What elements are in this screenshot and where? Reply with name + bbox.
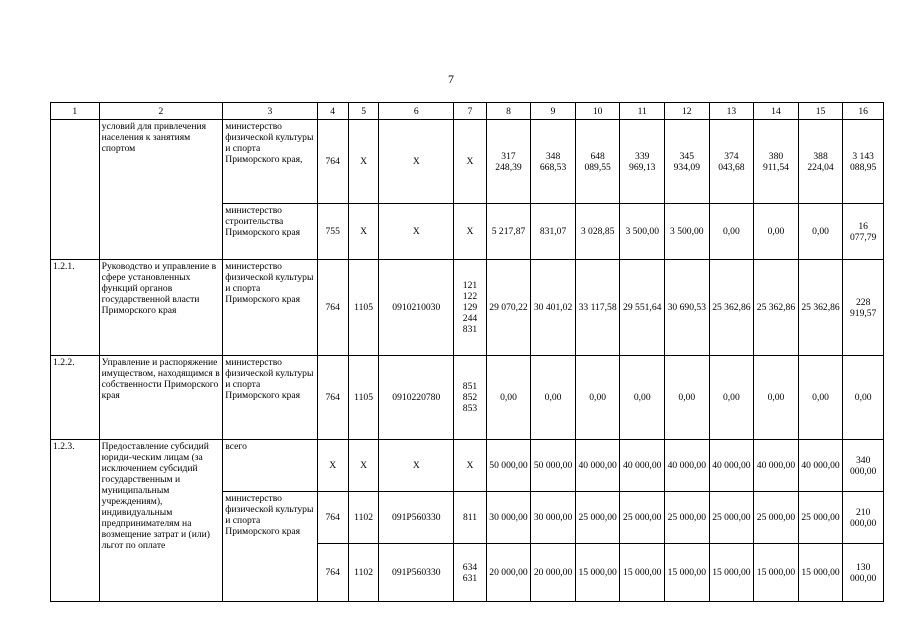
header-cell: 10: [575, 103, 620, 120]
code-cell: 1105: [348, 356, 378, 440]
executor-cell: всего: [223, 440, 317, 492]
value-cell: 0,00: [754, 204, 799, 260]
header-cell: 7: [454, 103, 486, 120]
table-row: [51, 260, 884, 356]
value-cell: 30 000,00: [486, 492, 531, 544]
value-cell: 0,00: [665, 356, 710, 440]
value-cell: 339 969,13: [620, 120, 665, 204]
value-cell: 0,00: [709, 356, 754, 440]
value-cell: 29 551,64: [620, 260, 665, 356]
code-cell: X: [348, 440, 378, 492]
code-cell: X: [454, 120, 486, 204]
header-row: [51, 103, 884, 120]
value-cell: 40 000,00: [665, 440, 710, 492]
code-cell: 634 631: [454, 544, 486, 602]
value-cell: 40 000,00: [754, 440, 799, 492]
value-cell: 0,00: [531, 356, 576, 440]
code-cell: 1102: [348, 492, 378, 544]
total-cell: 210 000,00: [843, 492, 884, 544]
value-cell: 15 000,00: [665, 544, 710, 602]
code-cell: 764: [317, 492, 348, 544]
code-cell: X: [379, 440, 454, 492]
value-cell: 30 000,00: [531, 492, 576, 544]
value-cell: 345 934,09: [665, 120, 710, 204]
code-cell: 1105: [348, 260, 378, 356]
row-number-cell: 1.2.2.: [51, 356, 100, 440]
value-cell: 20 000,00: [531, 544, 576, 602]
code-cell: 764: [317, 260, 348, 356]
measure-name: условий для привлечения населения к занятиям спортом: [99, 120, 223, 260]
value-cell: 831,07: [531, 204, 576, 260]
value-cell: 3 500,00: [620, 204, 665, 260]
value-cell: 5 217,87: [486, 204, 531, 260]
header-cell: 8: [486, 103, 531, 120]
value-cell: 30 690,53: [665, 260, 710, 356]
code-cell: X: [454, 440, 486, 492]
value-cell: 40 000,00: [575, 440, 620, 492]
header-cell: 14: [754, 103, 799, 120]
value-cell: 0,00: [486, 356, 531, 440]
total-cell: 3 143 088,95: [843, 120, 884, 204]
value-cell: 25 000,00: [709, 492, 754, 544]
code-cell: 0910220780: [379, 356, 454, 440]
value-cell: 50 000,00: [531, 440, 576, 492]
value-cell: 374 043,68: [709, 120, 754, 204]
value-cell: 40 000,00: [798, 440, 843, 492]
value-cell: 15 000,00: [798, 544, 843, 602]
total-cell: 16 077,79: [843, 204, 884, 260]
header-cell: 2: [99, 103, 223, 120]
code-cell: 811: [454, 492, 486, 544]
header-cell: 4: [317, 103, 348, 120]
row-number-cell: 1.2.3.: [51, 440, 100, 602]
measure-name: Руководство и управление в сфере установленных функций органов государственной власти Приморского края: [99, 260, 223, 356]
code-cell: 764: [317, 356, 348, 440]
total-cell: 0,00: [843, 356, 884, 440]
header-cell: 16: [843, 103, 884, 120]
code-cell: 764: [317, 544, 348, 602]
table-row: [51, 356, 884, 440]
row-number-cell: [51, 120, 100, 260]
value-cell: 50 000,00: [486, 440, 531, 492]
value-cell: 33 117,58: [575, 260, 620, 356]
code-cell: 091P560330: [379, 544, 454, 602]
code-cell: 1102: [348, 544, 378, 602]
total-cell: 340 000,00: [843, 440, 884, 492]
executor-cell: министерство физической культуры и спорта Приморского края: [223, 492, 317, 602]
value-cell: 30 401,02: [531, 260, 576, 356]
executor-cell: министерство строительства Приморского края: [223, 204, 317, 260]
value-cell: 25 000,00: [620, 492, 665, 544]
total-cell: 130 000,00: [843, 544, 884, 602]
value-cell: 15 000,00: [575, 544, 620, 602]
page-number: 7: [448, 72, 454, 86]
code-cell: 851 852 853: [454, 356, 486, 440]
table-row: [51, 120, 884, 204]
code-cell: X: [348, 204, 378, 260]
value-cell: 3 028,85: [575, 204, 620, 260]
value-cell: 317 248,39: [486, 120, 531, 204]
executor-cell: министерство физической культуры и спорта Приморского края,: [223, 120, 317, 204]
code-cell: X: [348, 120, 378, 204]
header-cell: 3: [223, 103, 317, 120]
budget-table: [50, 102, 884, 602]
value-cell: 0,00: [798, 356, 843, 440]
row-number-cell: 1.2.1.: [51, 260, 100, 356]
header-cell: 12: [665, 103, 710, 120]
value-cell: 25 000,00: [665, 492, 710, 544]
code-cell: X: [379, 120, 454, 204]
value-cell: 25 000,00: [754, 492, 799, 544]
value-cell: 348 668,53: [531, 120, 576, 204]
value-cell: 29 070,22: [486, 260, 531, 356]
header-cell: 5: [348, 103, 378, 120]
header-cell: 15: [798, 103, 843, 120]
value-cell: 388 224,04: [798, 120, 843, 204]
code-cell: X: [379, 204, 454, 260]
value-cell: 40 000,00: [709, 440, 754, 492]
measure-name: Управление и распоряжение имуществом, находящимся в собственности Приморского края: [99, 356, 223, 440]
measure-name: Предоставление субсидий юриди-ческим лицам (за исключением субсидий государственным и муниципальным учреждениям), индивидуальным предпринимателям на возмещение затрат и (или) льгот по оплате: [99, 440, 223, 602]
code-cell: 091P560330: [379, 492, 454, 544]
header-cell: 11: [620, 103, 665, 120]
value-cell: 25 000,00: [575, 492, 620, 544]
code-cell: 121 122 129 244 831: [454, 260, 486, 356]
header-cell: 6: [379, 103, 454, 120]
header-cell: 9: [531, 103, 576, 120]
value-cell: 15 000,00: [754, 544, 799, 602]
header-cell: 1: [51, 103, 100, 120]
value-cell: 0,00: [754, 356, 799, 440]
code-cell: 764: [317, 120, 348, 204]
total-cell: 228 919,57: [843, 260, 884, 356]
value-cell: 40 000,00: [620, 440, 665, 492]
value-cell: 15 000,00: [620, 544, 665, 602]
value-cell: 25 000,00: [798, 492, 843, 544]
value-cell: 25 362,86: [798, 260, 843, 356]
value-cell: 648 089,55: [575, 120, 620, 204]
value-cell: 20 000,00: [486, 544, 531, 602]
value-cell: 380 911,54: [754, 120, 799, 204]
header-cell: 13: [709, 103, 754, 120]
value-cell: 0,00: [798, 204, 843, 260]
value-cell: 0,00: [709, 204, 754, 260]
value-cell: 25 362,86: [709, 260, 754, 356]
value-cell: 25 362,86: [754, 260, 799, 356]
executor-cell: министерство физической культуры и спорта Приморского края: [223, 260, 317, 356]
value-cell: 0,00: [575, 356, 620, 440]
value-cell: 0,00: [620, 356, 665, 440]
code-cell: 755: [317, 204, 348, 260]
code-cell: 0910210030: [379, 260, 454, 356]
executor-cell: министерство физической культуры и спорта Приморского края: [223, 356, 317, 440]
table-row: [51, 440, 884, 492]
code-cell: X: [317, 440, 348, 492]
value-cell: 15 000,00: [709, 544, 754, 602]
value-cell: 3 500,00: [665, 204, 710, 260]
code-cell: X: [454, 204, 486, 260]
